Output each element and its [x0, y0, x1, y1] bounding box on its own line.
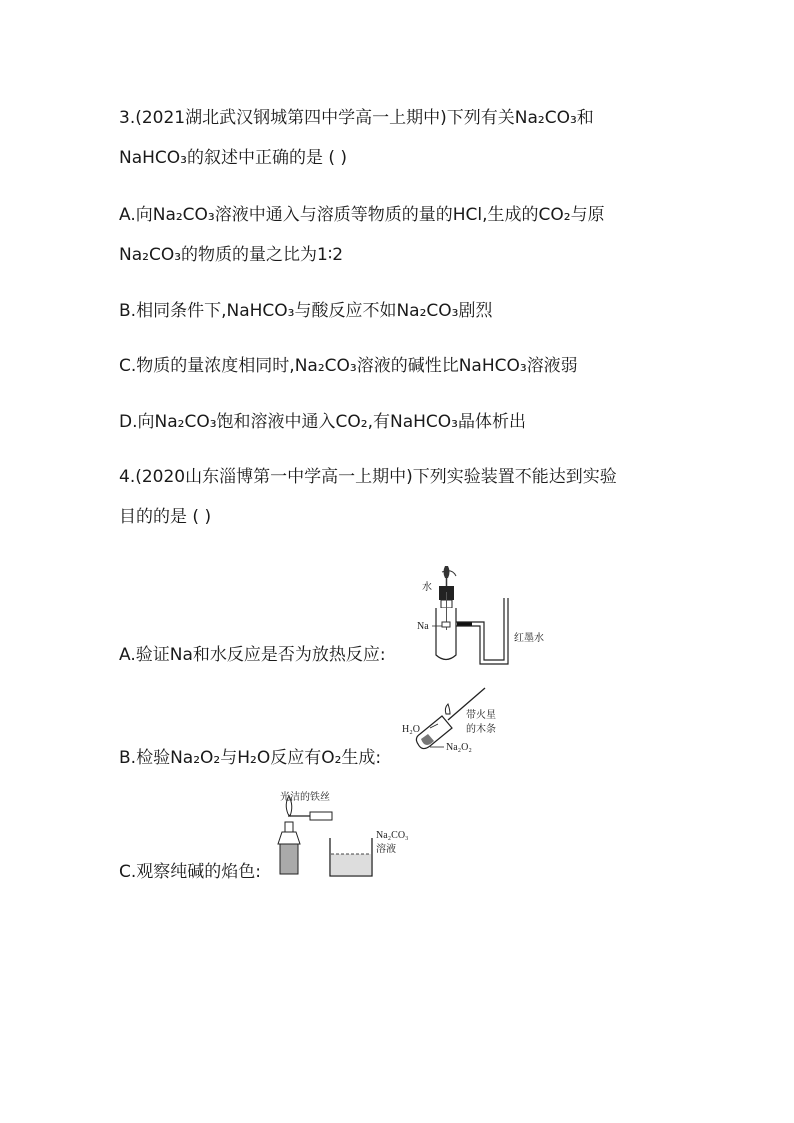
wick-holder: [285, 822, 293, 832]
q3-option-d-label: D.向: [119, 412, 155, 432]
q3-option-d-text3: 晶体析出: [457, 412, 526, 432]
label-h2o: H₂O: [402, 724, 420, 735]
label-splint-1: 带火星: [466, 710, 496, 721]
wire-handle: [310, 812, 332, 820]
formula-na2o2: Na₂O₂: [170, 748, 221, 768]
formula-nahco3: NaHCO₃: [390, 412, 458, 432]
formula-na2co3: Na₂CO₃: [152, 205, 215, 225]
formula-nahco3: NaHCO₃: [119, 148, 187, 168]
q4-stem-line2: 目的的是 ( ): [119, 507, 212, 527]
na-piece: [442, 622, 450, 627]
formula-nahco3: NaHCO₃: [458, 356, 527, 376]
formula-co2: CO₂: [538, 205, 571, 225]
formula-na2co3: Na₂CO₃: [514, 108, 577, 128]
label-water: 水: [422, 582, 432, 593]
label-red-ink: 红墨水: [514, 633, 544, 644]
q3-option-a-line1[interactable]: [119, 203, 605, 227]
figure-a-apparatus: [412, 560, 562, 665]
q4-option-b-label: B.检验: [119, 748, 171, 768]
q3-option-b-text: 与酸反应不如: [294, 301, 397, 321]
q3-stem-text: 3.(2021湖北武汉钢城第四中学高一上期中)下列有关: [119, 108, 515, 128]
label-na2o2: Na₂O₂: [446, 742, 472, 753]
q3-stem-and: 和: [576, 108, 594, 128]
formula-h2o: H₂O: [237, 748, 271, 768]
q3-stem-suffix: 的叙述中正确的是 ( ): [186, 148, 348, 168]
ember: [445, 704, 450, 714]
q3-option-a-text2: 与原: [570, 205, 605, 225]
q4-option-a[interactable]: A.验证Na和水反应是否为放热反应:: [119, 645, 386, 665]
label-na: Na: [417, 621, 429, 632]
q3-option-a-text3: 的物质的量之比为1∶2: [181, 245, 344, 265]
q3-option-a-label: A.向: [119, 205, 153, 225]
formula-nahco3: NaHCO₃: [226, 301, 295, 321]
formula-na2co3: Na₂CO₃: [119, 245, 182, 265]
q4-option-b-text3: 生成:: [341, 748, 382, 768]
q3-option-c-label: C.物质的量浓度相同时,: [119, 356, 295, 376]
figure-b-apparatus: [400, 688, 540, 768]
q4-option-b[interactable]: [119, 746, 381, 770]
q3-option-a-line2: [119, 243, 343, 267]
dropper-bulb: [444, 566, 450, 578]
label-soln-2: 溶液: [376, 844, 396, 855]
q3-option-d-text: 饱和溶液中通入: [216, 412, 336, 432]
figure-c-apparatus: [270, 786, 410, 881]
label-soln-1: Na₂CO₃: [376, 830, 409, 841]
lamp-top: [278, 832, 300, 844]
formula-co2: CO₂: [335, 412, 368, 432]
formula-na2co3: Na₂CO₃: [154, 412, 217, 432]
q3-option-a-text: 溶液中通入与溶质等物质的量的HCl,生成的: [214, 205, 539, 225]
q3-option-d-text2: ,有: [367, 412, 390, 432]
q4-option-b-text2: 反应有: [270, 748, 322, 768]
u-tube-outer: [456, 598, 508, 664]
q3-stem-line2: [119, 146, 347, 170]
q3-stem-line1: [119, 106, 594, 130]
beaker-solution: [331, 854, 371, 875]
lamp-body: [280, 844, 298, 874]
q3-option-c-text2: 溶液弱: [526, 356, 578, 376]
q3-option-c-text: 溶液的碱性比: [356, 356, 459, 376]
q3-option-d[interactable]: [119, 410, 526, 434]
formula-na2co3: Na₂CO₃: [396, 301, 459, 321]
formula-na2co3: Na₂CO₃: [294, 356, 357, 376]
formula-o2: O₂: [321, 748, 342, 768]
q3-option-b-text2: 剧烈: [458, 301, 493, 321]
q3-option-c[interactable]: [119, 354, 578, 378]
q4-option-b-text: 与: [220, 748, 238, 768]
label-splint-2: 的木条: [466, 724, 496, 735]
q3-option-b-label: B.相同条件下,: [119, 301, 227, 321]
q4-stem-line1: 4.(2020山东淄博第一中学高一上期中)下列实验装置不能达到实验: [119, 467, 617, 487]
q3-option-b[interactable]: [119, 299, 492, 323]
label-wire: 光洁的铁丝: [280, 792, 330, 803]
q4-option-c[interactable]: C.观察纯碱的焰色:: [119, 862, 262, 882]
